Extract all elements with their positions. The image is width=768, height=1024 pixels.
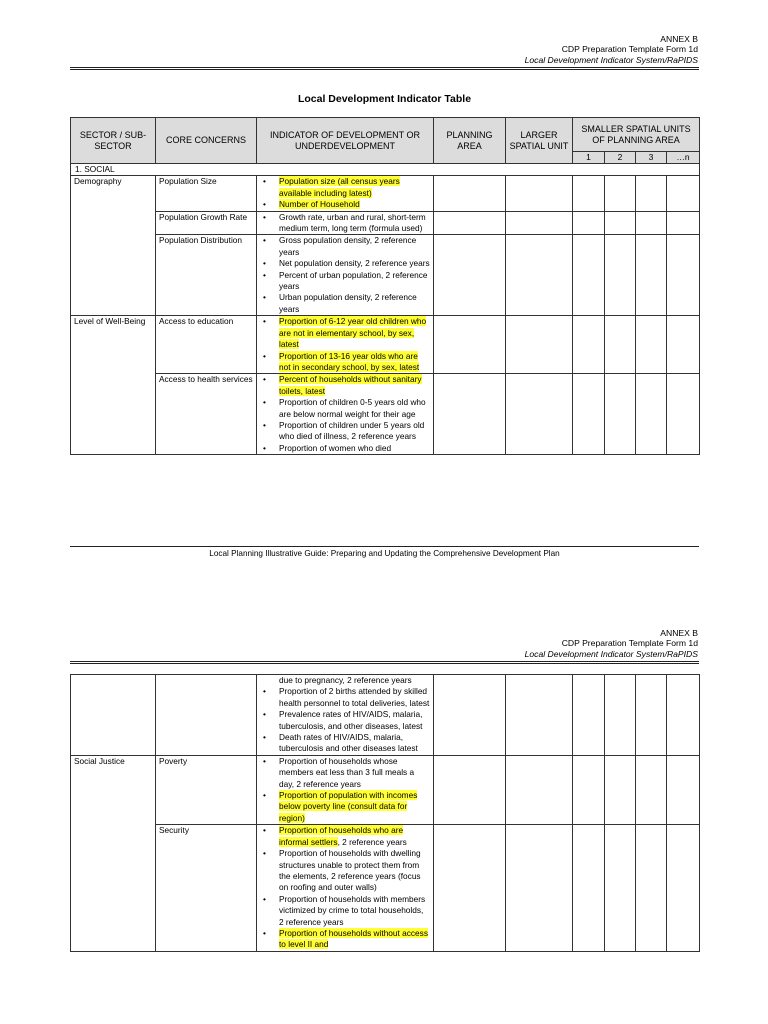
- indicator-item: • Growth rate, urban and rural, short-term medium term, long term (formula used): [279, 212, 430, 235]
- header-unit-2: 2: [605, 152, 636, 164]
- section-social: 1. SOCIAL: [71, 164, 700, 176]
- subsector-social-justice: Social Justice: [71, 755, 156, 951]
- indicator-table-page1: [70, 117, 699, 455]
- annex-label: ANNEX B: [660, 628, 698, 638]
- header-unit-n: …n: [667, 152, 700, 164]
- indicator-table-page2: [70, 674, 699, 952]
- indicator-item: • Proportion of population with incomes below poverty line (consult data for region): [279, 790, 430, 824]
- indicator-item: • Proportion of households without access to level II and: [279, 928, 430, 951]
- indicator-cell: [257, 235, 434, 316]
- indicator-item: • Proportion of children under 5 years old who died of illness, 2 reference years: [279, 420, 430, 443]
- indicator-item: • Proportion of households who are informal settlers, 2 reference years: [279, 825, 430, 848]
- header-unit-3: 3: [636, 152, 667, 164]
- header-indicator: INDICATOR OF DEVELOPMENT OR UNDERDEVELOPMENT: [257, 118, 434, 164]
- indicator-item: • Proportion of 13-16 year olds who are not in secondary school, by sex, latest: [279, 351, 430, 374]
- indicator-item: • Proportion of households whose members eat less than 3 full meals a day, 2 reference years: [279, 756, 430, 790]
- core-concern-poverty: Poverty: [156, 755, 257, 824]
- header-core-concerns: CORE CONCERNS: [156, 118, 257, 164]
- indicator-cell: [257, 176, 434, 211]
- header-rule-page1: [70, 67, 699, 70]
- core-concern-security: Security: [156, 825, 257, 951]
- header-larger-spatial-unit: LARGER SPATIAL UNIT: [506, 118, 573, 164]
- indicator-cell: [257, 316, 434, 374]
- indicator-item: • Percent of urban population, 2 reference years: [279, 270, 430, 293]
- annex-header-page2: [525, 628, 698, 659]
- subsector-demography: Demography: [71, 176, 156, 316]
- document-title: Local Development Indicator Table: [297, 93, 472, 105]
- page-footer: Local Planning Illustrative Guide: Preparing and Updating the Comprehensive Development Plan: [209, 549, 560, 558]
- indicator-cell: [257, 825, 434, 951]
- subsector-well-being: Level of Well-Being: [71, 316, 156, 455]
- indicator-item: • Net population density, 2 reference years: [279, 258, 430, 269]
- indicator-cell: [257, 211, 434, 235]
- core-concern-population-distribution: Population Distribution: [156, 235, 257, 316]
- indicator-item: • Proportion of children 0-5 years old who are below normal weight for their age: [279, 397, 430, 420]
- indicator-cell: [257, 755, 434, 824]
- indicator-item: • Proportion of 6-12 year old children who are not in elementary school, by sex, latest: [279, 316, 430, 350]
- annex-header-page1: [525, 34, 698, 65]
- core-concern-health: Access to health services: [156, 374, 257, 455]
- table-continuation-viewport: [70, 674, 700, 1024]
- indicator-cell: [257, 675, 434, 756]
- system-label: Local Development Indicator System/RaPIDS: [524, 648, 698, 659]
- footer-rule-page1: [70, 546, 699, 547]
- form-label: CDP Preparation Template Form 1d: [561, 638, 698, 649]
- header-smaller-spatial-units: SMALLER SPATIAL UNITS OF PLANNING AREA: [573, 118, 700, 152]
- indicator-cell: [257, 374, 434, 455]
- indicator-item: • Proportion of 2 births attended by skilled health personnel to total deliveries, latest: [279, 686, 430, 709]
- indicator-item-continued: due to pregnancy, 2 reference years: [279, 675, 412, 685]
- indicator-item: • Prevalence rates of HIV/AIDS, malaria, tuberculosis, and other diseases, latest: [279, 709, 430, 732]
- core-concern-population-size: Population Size: [156, 176, 257, 211]
- indicator-item: • Gross population density, 2 reference years: [279, 235, 430, 258]
- indicator-item: • Proportion of households with members victimized by crime to total households, 2 reference years: [279, 894, 430, 928]
- system-label: Local Development Indicator System/RaPIDS: [524, 54, 698, 65]
- core-concern-education: Access to education: [156, 316, 257, 374]
- header-rule-page2: [70, 661, 699, 664]
- indicator-item: • Number of Household: [279, 199, 430, 210]
- core-concern-population-growth: Population Growth Rate: [156, 211, 257, 235]
- form-label: CDP Preparation Template Form 1d: [561, 44, 698, 55]
- indicator-item: • Percent of households without sanitary toilets, latest: [279, 374, 430, 397]
- header-sector: SECTOR / SUB-SECTOR: [71, 118, 156, 164]
- header-unit-1: 1: [573, 152, 605, 164]
- indicator-item: • Proportion of households with dwelling structures unable to protect them from the elements, 2 reference years (focus on roofing and outer walls): [279, 848, 430, 894]
- indicator-item: • Population size (all census years available including latest): [279, 176, 430, 199]
- indicator-item: • Urban population density, 2 reference years: [279, 292, 430, 315]
- annex-label: ANNEX B: [660, 34, 698, 44]
- header-planning-area: PLANNING AREA: [434, 118, 506, 164]
- indicator-item: • Death rates of HIV/AIDS, malaria, tuberculosis and other diseases latest: [279, 732, 430, 755]
- indicator-item: • Proportion of women who died: [279, 443, 430, 454]
